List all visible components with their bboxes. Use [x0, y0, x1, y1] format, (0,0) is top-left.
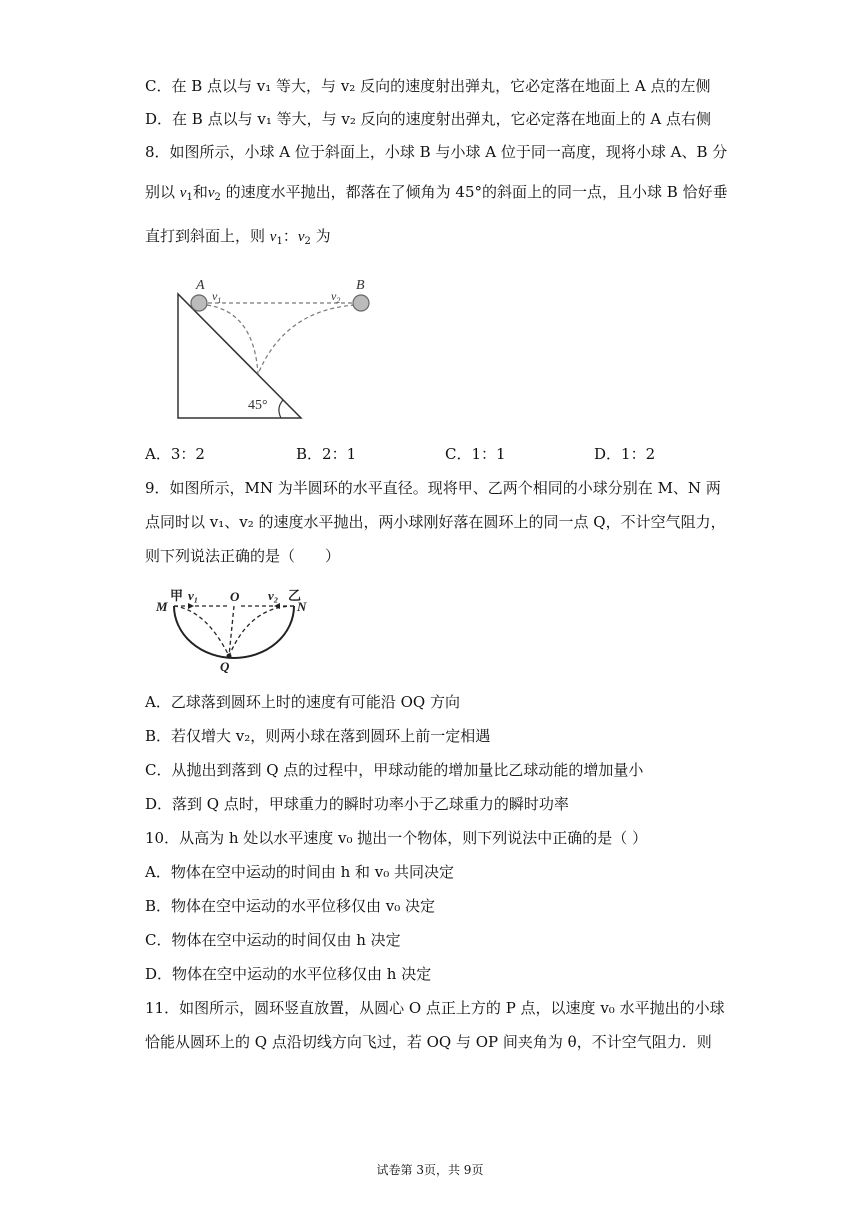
q9-option-a: A．乙球落到圆环上时的速度有可能沿 OQ 方向 [145, 693, 460, 711]
q8-stem-line3: 直打到斜面上，则 $v_1$：$v_2$ 为 [145, 227, 331, 247]
q8-label-b: B [356, 278, 365, 293]
q8-angle-label: 45° [248, 398, 268, 413]
q8-label-v2: $v_2$ [331, 289, 341, 305]
q11-stem-line2: 恰能从圆环上的 Q 点沿切线方向飞过，若 OQ 与 OP 间夹角为 θ，不计空气阻力．则 [145, 1033, 712, 1051]
q8-trajectory-a [207, 305, 258, 374]
q9-label-v1: v₁ [188, 588, 199, 603]
q9-semicircle [174, 606, 294, 658]
q9-stem-line3: 则下列说法正确的是（ ） [145, 547, 341, 565]
q8-angle-arc [279, 400, 283, 418]
q8-stem-line1: 8．如图所示，小球 A 位于斜面上，小球 B 与小球 A 位于同一高度，现将小球 A、B 分 [145, 143, 728, 161]
q8-option-a: A．3：2 [145, 445, 205, 463]
q9-arrowhead-v1 [188, 603, 194, 609]
q9-trajectory-yi [229, 606, 294, 656]
q9-label-o: O [230, 589, 240, 604]
q9-point-q [227, 654, 232, 659]
q8-stem-line2: 别以 $v_1$和$v_2$ 的速度水平抛出，都落在了倾角为 45°的斜面上的同一点，且小球 B 恰好垂 [145, 183, 728, 203]
q8-option-d: D．1：2 [594, 445, 656, 463]
q8-ball-b [353, 295, 369, 311]
q10-option-b: B．物体在空中运动的水平位移仅由 v₀ 决定 [145, 897, 436, 915]
q9-line-oq [229, 606, 234, 656]
q8-stem-line2-b: 的速度水平抛出，都落在了倾角为 45°的斜面上的同一点，且小球 B 恰好垂 [220, 183, 728, 201]
q9-figure [150, 584, 310, 674]
q8-trajectory-b [258, 305, 355, 374]
q8-stem-line3-b: 为 [310, 227, 331, 245]
q8-incline-triangle [178, 294, 301, 418]
q10-stem: 10．从高为 h 处以水平速度 v₀ 抛出一个物体，则下列说法中正确的是（ ） [145, 829, 648, 847]
q7-option-d: D．在 B 点以与 v₁ 等大，与 v₂ 反向的速度射出弹丸，它必定落在地面上的 A 点右侧 [145, 110, 712, 128]
q9-label-n: N [297, 599, 307, 614]
page-footer: 试卷第 3页，共 9页 [376, 1163, 484, 1177]
q9-option-b: B．若仅增大 v₂，则两小球在落到圆环上前一定相遇 [145, 727, 491, 745]
q9-stem-line2: 点同时以 v₁、v₂ 的速度水平抛出，两小球刚好落在圆环上的同一点 Q，不计空气阻力， [145, 513, 726, 531]
q9-stem-line1: 9．如图所示，MN 为半圆环的水平直径。现将甲、乙两个相同的小球分别在 M、N 两 [145, 479, 721, 497]
q11-stem-line1: 11．如图所示，圆环竖直放置，从圆心 O 点正上方的 P 点，以速度 v₀ 水平抛出的小球 [145, 999, 725, 1017]
q9-label-q: Q [220, 659, 230, 674]
q8-stem-line3-a: 直打到斜面上，则 [145, 227, 270, 245]
q10-option-a: A．物体在空中运动的时间由 h 和 v₀ 共同决定 [145, 863, 455, 881]
q9-option-c: C．从抛出到落到 Q 点的过程中，甲球动能的增加量比乙球动能的增加量小 [145, 761, 644, 779]
q8-option-b: B．2：1 [296, 445, 357, 463]
q8-stem-line2-a: 别以 [145, 183, 180, 201]
q10-option-d: D．物体在空中运动的水平位移仅由 h 决定 [145, 965, 432, 983]
q8-figure [170, 272, 380, 422]
q9-label-v2: v₂ [268, 588, 279, 603]
q9-option-d: D．落到 Q 点时，甲球重力的瞬时功率小于乙球重力的瞬时功率 [145, 795, 569, 813]
q8-label-v1: $v_1$ [212, 289, 222, 305]
q10-option-c: C．物体在空中运动的时间仅由 h 决定 [145, 931, 401, 949]
q8-label-a: A [196, 278, 205, 293]
q8-ball-a [191, 295, 207, 311]
q9-label-m: M [156, 599, 168, 614]
q7-option-c: C．在 B 点以与 v₁ 等大，与 v₂ 反向的速度射出弹丸，它必定落在地面上 A 点的左侧 [145, 77, 711, 95]
q9-label-jia: 甲 [170, 588, 184, 603]
q8-option-c: C．1：1 [445, 445, 506, 463]
q9-label-yi: 乙 [288, 588, 302, 603]
